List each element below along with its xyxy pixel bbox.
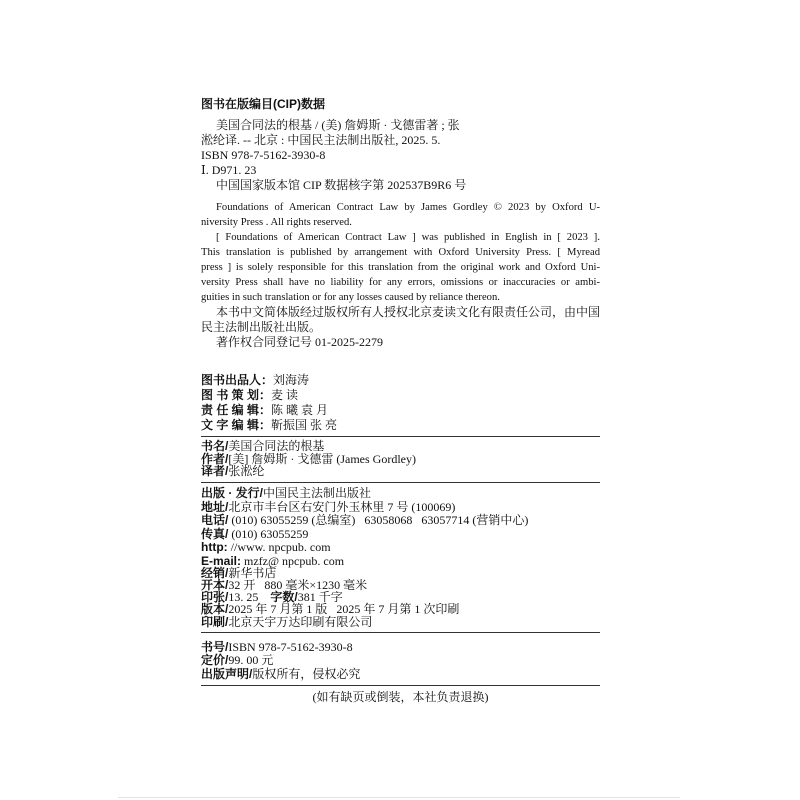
credit-value: 刘海涛 — [273, 373, 310, 387]
divider-rule — [201, 632, 600, 633]
field-value: 99. 00 元 — [228, 653, 274, 667]
credit-label: 文 字 编 辑： — [201, 418, 272, 432]
field-label: 经销/ — [201, 566, 229, 580]
field-value: ISBN 978-7-5162-3930-8 — [228, 640, 353, 654]
field-value: 美国合同法的根基 — [228, 439, 325, 453]
text-column — [201, 0, 600, 800]
field-value: 张淞纶 — [228, 464, 265, 478]
copyright-line: This translation is published by arrangement with Oxford University Press. [ Myread — [201, 247, 600, 258]
field-label: 出版声明/ — [201, 667, 253, 681]
copyright-line: press ] is solely responsible for this translation from the original work and Oxford Uni- — [201, 262, 600, 273]
field-value: (010) 63055259 — [228, 527, 309, 541]
sales-row — [201, 653, 273, 668]
field-value: //www. npcpub. com — [227, 540, 331, 554]
cip-line: ISBN 978-7-5162-3930-8 — [201, 148, 326, 162]
field-value: 版权所有，侵权必究 — [252, 667, 361, 681]
credit-value: 陈 曦 袁 月 — [271, 403, 329, 417]
credit-row — [201, 388, 298, 403]
credit-value: 靳振国 张 亮 — [271, 418, 338, 432]
field-value: 新华书店 — [228, 566, 277, 580]
field-value: mzfz@ npcpub. com — [241, 554, 345, 568]
field-label: 电话/ — [201, 513, 229, 527]
credit-label: 图书出品人： — [201, 373, 274, 387]
field-label: 印刷/ — [201, 615, 229, 629]
field-label: 出版 · 发行/ — [201, 486, 263, 500]
field-label: 作者/ — [201, 452, 229, 466]
copyright-line: 本书中文简体版经过版权所有人授权北京麦读文化有限责任公司，由中国 — [216, 305, 601, 319]
field-label: 书号/ — [201, 640, 229, 654]
copyright-line: guities in such translation or for any losses caused by reliance thereon. — [201, 292, 500, 303]
cip-line: 中国国家版本馆 CIP 数据核字第 202537B9R6 号 — [216, 178, 467, 192]
divider-rule — [201, 482, 600, 483]
contract-registration-number: 著作权合同登记号 01-2025-2279 — [216, 335, 383, 349]
copyright-line: niversity Press . All rights reserved. — [201, 217, 352, 228]
field-label: 版本/ — [201, 602, 229, 616]
credit-value: 麦 读 — [271, 388, 299, 402]
field-label: 定价/ — [201, 653, 229, 667]
credit-row — [201, 373, 309, 388]
copyright-line: Foundations of American Contract Law by James Gordley © 2023 by Oxford U- — [216, 202, 600, 213]
field-value: 13. 25 — [228, 590, 259, 604]
cip-line: 美国合同法的根基 / (美) 詹姆斯 · 戈德雷著 ; 张 — [216, 118, 460, 132]
field-label: 印张/ — [201, 590, 229, 604]
cip-line: 淞纶译. -- 北京 : 中国民主法制出版社, 2025. 5. — [201, 133, 441, 147]
field-value: 381 千字 — [297, 590, 343, 604]
replacement-notice: (如有缺页或倒装，本社负责退换) — [312, 690, 489, 704]
field-label: 书名/ — [201, 439, 229, 453]
field-label: 开本/ — [201, 578, 229, 592]
divider-rule — [201, 685, 600, 686]
book-info-row — [201, 464, 264, 479]
copyright-line: [ Foundations of American Contract Law ] was published in English in [ 2023 ]. — [216, 232, 600, 243]
field-label: E-mail: — [201, 554, 242, 568]
publisher-row — [201, 540, 331, 555]
field-label: 译者/ — [201, 464, 229, 478]
page-edge-line — [118, 797, 680, 798]
copyright-line: 民主法制出版社出版。 — [201, 320, 322, 334]
copyright-line: versity Press shall have no liability for any errors, omissions or inaccuracies or ambi- — [201, 277, 600, 288]
cip-line: Ⅰ. D971. 23 — [201, 163, 257, 177]
publisher-row — [201, 486, 371, 501]
divider-rule — [201, 436, 600, 437]
field-value: 北京市丰台区右安门外玉林里 7 号 (100069) — [228, 500, 456, 514]
credit-label: 责 任 编 辑： — [201, 403, 272, 417]
credit-label: 图 书 策 划： — [201, 388, 272, 402]
sales-row — [201, 667, 360, 682]
field-value: 2025 年 7 月第 1 版 2025 年 7 月第 1 次印刷 — [228, 602, 460, 616]
field-label: 传真/ — [201, 527, 229, 541]
field-value: (010) 63055259 (总编室) 63058068 63057714 (营销中心) — [228, 513, 529, 527]
field-value: 32 开 880 毫米×1230 毫米 — [228, 578, 368, 592]
publisher-row — [201, 513, 528, 528]
field-label: 字数/ — [270, 590, 298, 604]
field-value: [美] 詹姆斯 · 戈德雷 (James Gordley) — [228, 452, 416, 466]
credit-row — [201, 418, 337, 433]
field-label: 地址/ — [201, 500, 229, 514]
publisher-row — [201, 615, 372, 630]
credit-row — [201, 403, 328, 418]
field-value: 北京天宇万达印刷有限公司 — [228, 615, 373, 629]
cip-heading: 图书在版编目(CIP)数据 — [201, 97, 325, 111]
field-label: http: — [201, 540, 228, 554]
field-value: 中国民主法制出版社 — [263, 486, 372, 500]
